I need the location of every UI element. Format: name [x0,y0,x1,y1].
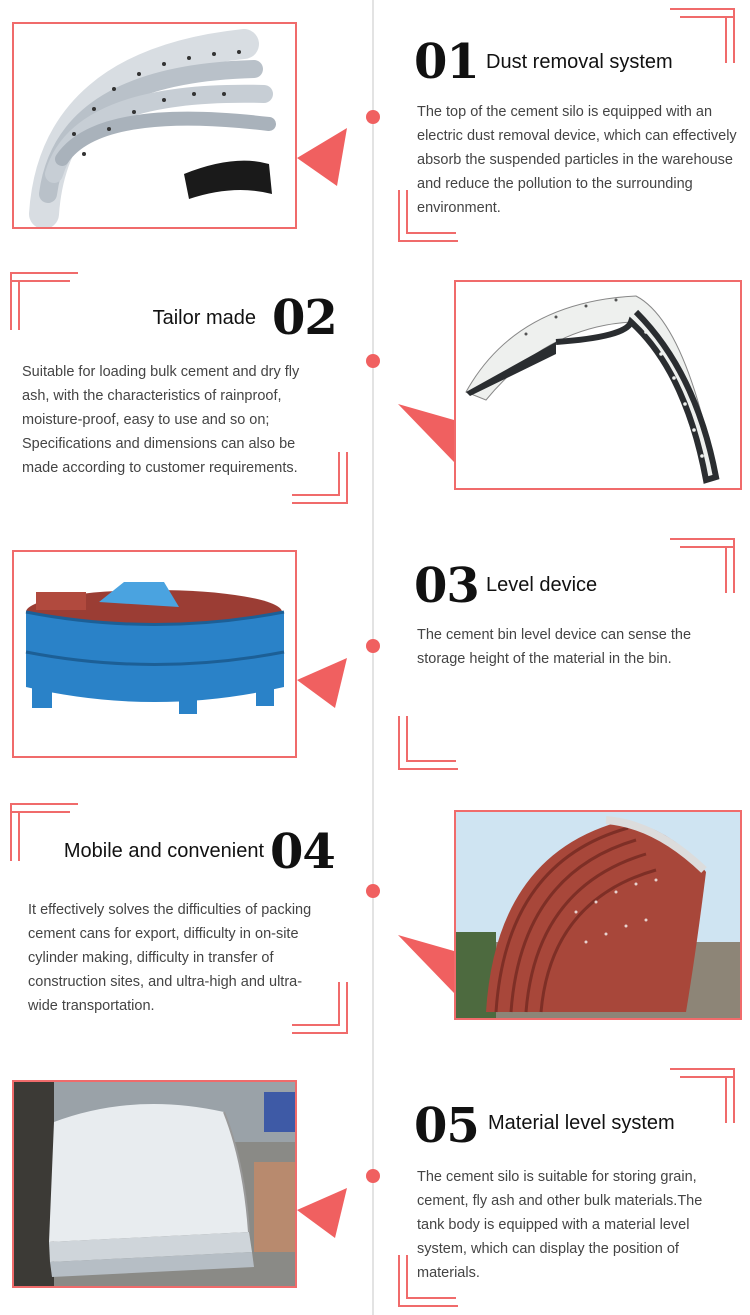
section-description: Suitable for loading bulk cement and dry fly ash, with the characteristics of rainproof, moisture-proof, easy to use and so on; Specifications and dimensions can also be made according to customer requirements. [22,364,300,476]
corner-ornament [398,1255,458,1307]
photo-white-panel-stack [12,1080,297,1288]
pointer-arrow [297,1188,349,1240]
section-description: It effectively solves the difficulties of packing cement cans for export, difficulty in on-site cylinder making, difficulty in transfer of construction sites, and ultra-high and ultra-wide transportation. [28,902,312,1014]
corner-ornament [10,272,78,330]
timeline-dot [366,1169,380,1183]
corner-ornament [670,8,735,63]
section-description: The top of the cement silo is equipped with an electric dust removal device, which can effectively absorb the suspended particles in the warehouse and reduce the pollution to the surrounding environment. [417,104,737,216]
timeline-dot [366,639,380,653]
corner-ornament [292,452,348,504]
photo-white-curved-panel [454,280,742,490]
pointer-arrow [398,933,456,995]
corner-ornament [398,716,458,770]
section-title: Dust removal system [486,51,673,73]
timeline-dot [366,354,380,368]
timeline-line [372,0,374,1315]
section-number: 05 [414,1098,479,1154]
section-description: The cement silo is suitable for storing grain, cement, fly ash and other bulk materials.The tank body is equipped with a material level system, which can display the position of materials. [417,1169,703,1281]
photo-blue-hopper [12,550,297,758]
corner-ornament [670,538,735,593]
pointer-arrow [398,400,456,464]
photo-curved-steel-panels [12,22,297,229]
section-title: Tailor made [152,307,256,329]
section-title: Material level system [488,1112,675,1134]
timeline-dot [366,884,380,898]
corner-ornament [292,982,348,1034]
section-description: The cement bin level device can sense the storage height of the material in the bin. [417,627,692,667]
section-number: 04 [270,824,335,880]
corner-ornament [398,190,458,242]
section-number: 02 [272,290,337,346]
section-number: 01 [414,34,479,90]
timeline-dot [366,110,380,124]
corner-ornament [670,1068,735,1123]
section-number: 03 [414,558,479,614]
pointer-arrow [297,658,349,710]
pointer-arrow [297,128,349,190]
section-title: Level device [486,574,598,596]
photo-red-stacked-panels [454,810,742,1020]
section-title: Mobile and convenient [63,840,264,862]
